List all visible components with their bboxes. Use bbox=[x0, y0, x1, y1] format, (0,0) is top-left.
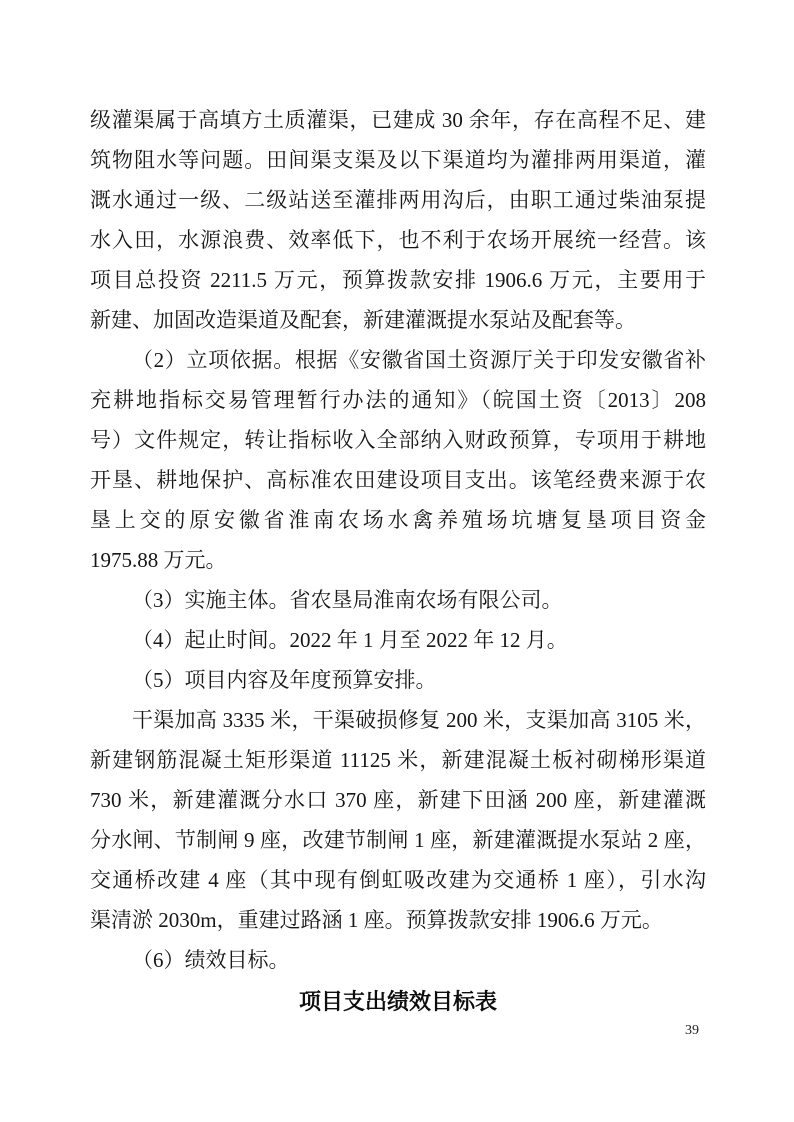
text-line: 级灌渠属于高填方土质灌渠，已建成 30 余年，存在高程不足、建 bbox=[90, 108, 706, 132]
text-line: （3）实施主体。省农垦局淮南农场有限公司。 bbox=[132, 588, 563, 612]
text-line: 水入田，水源浪费、效率低下，也不利于农场开展统一经营。该 bbox=[90, 228, 706, 252]
text-line: （4）起止时间。2022 年 1 月至 2022 年 12 月。 bbox=[132, 628, 568, 652]
page-number: 39 bbox=[685, 1023, 699, 1038]
text-line: 溉水通过一级、二级站送至灌排两用沟后，由职工通过柴油泵提 bbox=[90, 188, 706, 212]
table-title: 项目支出绩效目标表 bbox=[298, 989, 497, 1014]
text-line: 号）文件规定，转让指标收入全部纳入财政预算，专项用于耕地 bbox=[90, 428, 706, 452]
text-line: （6）绩效目标。 bbox=[132, 948, 290, 972]
text-line: 分水闸、节制闸 9 座，改建节制闸 1 座，新建灌溉提水泵站 2 座， bbox=[90, 828, 706, 852]
text-line: （2）立项依据。根据《安徽省国土资源厅关于印发安徽省补 bbox=[132, 348, 706, 372]
text-line: 730 米，新建灌溉分水口 370 座，新建下田涵 200 座，新建灌溉 bbox=[90, 788, 706, 812]
text-line: （5）项目内容及年度预算安排。 bbox=[132, 668, 437, 692]
text-line: 项目总投资 2211.5 万元，预算拨款安排 1906.6 万元，主要用于 bbox=[90, 268, 706, 292]
text-line: 交通桥改建 4 座（其中现有倒虹吸改建为交通桥 1 座），引水沟 bbox=[90, 868, 706, 892]
text-line: 干渠加高 3335 米，干渠破损修复 200 米，支渠加高 3105 米， bbox=[132, 708, 706, 732]
document-body bbox=[90, 100, 706, 1022]
text-line: 新建、加固改造渠道及配套，新建灌溉提水泵站及配套等。 bbox=[90, 308, 636, 332]
text-line: 新建钢筋混凝土矩形渠道 11125 米，新建混凝土板衬砌梯形渠道 bbox=[90, 748, 706, 772]
text-line: 渠清淤 2030m，重建过路涵 1 座。预算拨款安排 1906.6 万元。 bbox=[90, 908, 663, 932]
text-line: 充耕地指标交易管理暂行办法的通知》（皖国土资〔2013〕208 bbox=[90, 388, 706, 412]
text-line: 筑物阻水等问题。田间渠支渠及以下渠道均为灌排两用渠道，灌 bbox=[90, 148, 706, 172]
text-line: 开垦、耕地保护、高标准农田建设项目支出。该笔经费来源于农 bbox=[90, 468, 706, 492]
text-line: 垦上交的原安徽省淮南农场水禽养殖场坑塘复垦项目资金 bbox=[90, 508, 706, 532]
text-line: 1975.88 万元。 bbox=[90, 548, 227, 572]
